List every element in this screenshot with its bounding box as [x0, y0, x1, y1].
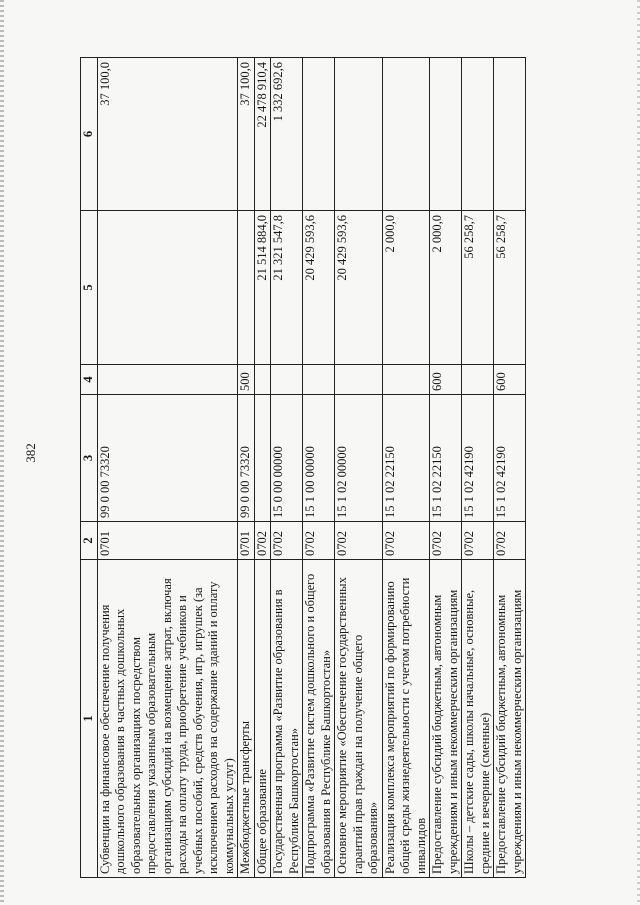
row-sum-first-year: 20 429 593,6	[335, 211, 383, 365]
row-section-code: 0702	[254, 522, 271, 560]
row-sum-first-year: 20 429 593,6	[303, 211, 335, 365]
row-sum-first-year: 21 514 884,0	[254, 211, 271, 365]
row-expense-type	[462, 365, 494, 395]
table-row	[494, 58, 526, 878]
row-name: Реализация комплекса мероприятий по формированию общей среды жизнедеятельности с учетом потребности инвалидов	[382, 560, 430, 878]
page-number: 382	[23, 443, 38, 463]
row-sum-first-year: 21 321 547,8	[271, 211, 303, 365]
row-section-code: 0702	[430, 522, 462, 560]
row-sum-first-year	[238, 211, 255, 365]
row-target-code: 15 1 02 42190	[462, 395, 494, 522]
table-row	[382, 58, 430, 878]
row-sum-first-year	[97, 211, 238, 365]
row-section-code: 0702	[462, 522, 494, 560]
table-row	[335, 58, 383, 878]
row-expense-type: 500	[238, 365, 255, 395]
row-sum-second-year: 1 332 692,6	[271, 58, 303, 211]
row-sum-second-year: 37 100,0	[97, 58, 238, 211]
row-sum-first-year: 56 258,7	[494, 211, 526, 365]
rotated-table-wrapper	[80, 58, 578, 878]
row-sum-second-year: 22 478 910,4	[254, 58, 271, 211]
table-row	[430, 58, 462, 878]
row-section-code: 0702	[335, 522, 383, 560]
row-expense-type	[97, 365, 238, 395]
row-sum-second-year	[494, 58, 526, 211]
row-sum-second-year	[430, 58, 462, 211]
row-sum-second-year	[335, 58, 383, 211]
col-header-6: 6	[81, 58, 98, 211]
row-section-code: 0701	[238, 522, 255, 560]
row-name: Межбюджетные трансферты	[238, 560, 255, 878]
row-section-code: 0701	[97, 522, 238, 560]
row-expense-type	[303, 365, 335, 395]
row-target-code	[254, 395, 271, 522]
budget-table	[80, 57, 526, 878]
row-section-code: 0702	[494, 522, 526, 560]
row-sum-second-year	[382, 58, 430, 211]
row-sum-second-year: 37 100,0	[238, 58, 255, 211]
table-row	[254, 58, 271, 878]
row-sum-first-year: 2 000,0	[382, 211, 430, 365]
row-name: Общее образование	[254, 560, 271, 878]
row-target-code: 99 0 00 73320	[97, 395, 238, 522]
row-target-code: 15 1 02 22150	[430, 395, 462, 522]
row-expense-type	[254, 365, 271, 395]
row-name: Школы – детские сады, школы начальные, основные, средние и вечерние (сменные)	[462, 560, 494, 878]
scan-edge-left	[0, 0, 4, 905]
col-header-4: 4	[81, 365, 98, 395]
row-expense-type	[271, 365, 303, 395]
table-row	[238, 58, 255, 878]
row-name: Государственная программа «Развитие образования в Республике Башкортостан»	[271, 560, 303, 878]
table-row	[271, 58, 303, 878]
row-section-code: 0702	[303, 522, 335, 560]
rotated-table-container	[80, 58, 578, 878]
col-header-1: 1	[81, 560, 98, 878]
table-row	[303, 58, 335, 878]
table-row	[462, 58, 494, 878]
row-target-code: 99 0 00 73320	[238, 395, 255, 522]
row-target-code: 15 1 02 00000	[335, 395, 383, 522]
col-header-5: 5	[81, 211, 98, 365]
row-name: Предоставление субсидий бюджетным, автономным учреждениям и иным некоммерческим организациям	[430, 560, 462, 878]
header-row	[81, 58, 98, 878]
row-name: Субвенции на финансовое обеспечение получения дошкольного образования в частных дошкольных образовательных организациях посредством предоставления указанным образовательным организациям субсидий на возмещение затрат, включая расходы на оплату труда, приобретение учебников и учебных пособий, средств обучения, игр, игрушек (за исключением расходов на содержание зданий и оплату коммунальных услуг)	[97, 560, 238, 878]
row-target-code: 15 1 02 22150	[382, 395, 430, 522]
row-sum-first-year: 2 000,0	[430, 211, 462, 365]
row-sum-second-year	[303, 58, 335, 211]
row-sum-first-year: 56 258,7	[462, 211, 494, 365]
col-header-2: 2	[81, 522, 98, 560]
row-name: Подпрограмма «Развитие систем дошкольного и общего образования в Республике Башкортостан»	[303, 560, 335, 878]
row-expense-type: 600	[494, 365, 526, 395]
row-expense-type	[335, 365, 383, 395]
row-expense-type: 600	[430, 365, 462, 395]
row-section-code: 0702	[271, 522, 303, 560]
row-sum-second-year	[462, 58, 494, 211]
row-name: Предоставление субсидий бюджетным, автономным учреждениям и иным некоммерческим организациям	[494, 560, 526, 878]
table-body	[97, 58, 526, 878]
row-target-code: 15 0 00 00000	[271, 395, 303, 522]
row-expense-type	[382, 365, 430, 395]
row-section-code: 0702	[382, 522, 430, 560]
row-name: Основное мероприятие «Обеспечение государственных гарантий прав граждан на получение общего образования»	[335, 560, 383, 878]
table-row	[97, 58, 238, 878]
col-header-3: 3	[81, 395, 98, 522]
row-target-code: 15 1 02 42190	[494, 395, 526, 522]
row-target-code: 15 1 00 00000	[303, 395, 335, 522]
